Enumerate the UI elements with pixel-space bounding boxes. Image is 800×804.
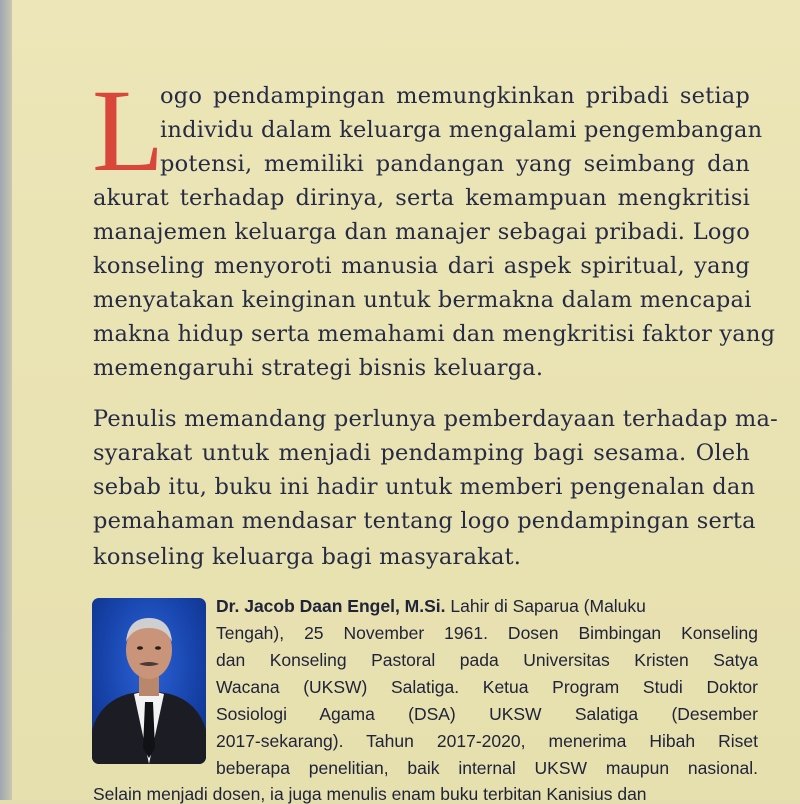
paragraph1-line: makna hidup serta memahami dan mengkritisi faktor yang [93,321,776,347]
paragraph2-line: syarakat untuk menjadi pendamping bagi sesama. Oleh [93,440,750,466]
paragraph1-line: memengaruhi strategi bisnis keluarga. [93,355,544,381]
spine-edge [0,0,12,800]
paragraph1-line: individu dalam keluarga mengalami pengembangan [160,117,763,143]
author-bio-line: Wacana (UKSW) Salatiga. Ketua Program Studi Doktor [216,677,758,697]
author-bio-line: 2017-sekarang). Tahun 2017-2020, menerima Hibah Riset [216,731,758,751]
paragraph2-line: konseling keluarga bagi masyarakat. [93,544,522,570]
author-portrait-illustration [92,598,206,764]
author-bio-line: Tengah), 25 November 1961. Dosen Bimbingan Konseling [216,623,758,643]
paragraph1-line: manajemen keluarga dan manajer sebagai pribadi. Logo [93,219,750,245]
paragraph2-line: Penulis memandang perlunya pemberdayaan terhadap ma- [93,406,778,432]
paragraph1-line: menyatakan keinginan untuk bermakna dalam mencapai [93,287,752,313]
author-bio-line: dan Konseling Pastoral pada Universitas Kristen Satya [216,650,758,670]
author-bio-line: Selain menjadi dosen, ia juga menulis enam buku terbitan Kanisius dan [93,784,647,804]
paragraph1-line: potensi, memiliki pandangan yang seimbang dan [160,151,750,177]
drop-cap: L [92,65,165,196]
author-photo [92,598,206,764]
paragraph1-line: konseling menyoroti manusia dari aspek spiritual, yang [93,253,750,279]
author-bio-line: Sosiologi Agama (DSA) UKSW Salatiga (Desember [216,704,758,724]
author-name: Dr. Jacob Daan Engel, M.Si. [216,596,446,616]
author-bio-line: Dr. Jacob Daan Engel, M.Si. Lahir di Saparua (Maluku [216,596,646,616]
paragraph2-line: pemahaman mendasar tentang logo pendampingan serta [93,508,756,534]
paragraph1-line: akurat terhadap dirinya, serta kemampuan mengkritisi [93,185,750,211]
paragraph1-line: ogo pendampingan memungkinkan pribadi setiap [160,83,750,109]
author-bio-line: beberapa penelitian, baik internal UKSW maupun nasional. [216,758,758,778]
paragraph2-line: sebab itu, buku ini hadir untuk memberi pengenalan dan [93,474,756,500]
